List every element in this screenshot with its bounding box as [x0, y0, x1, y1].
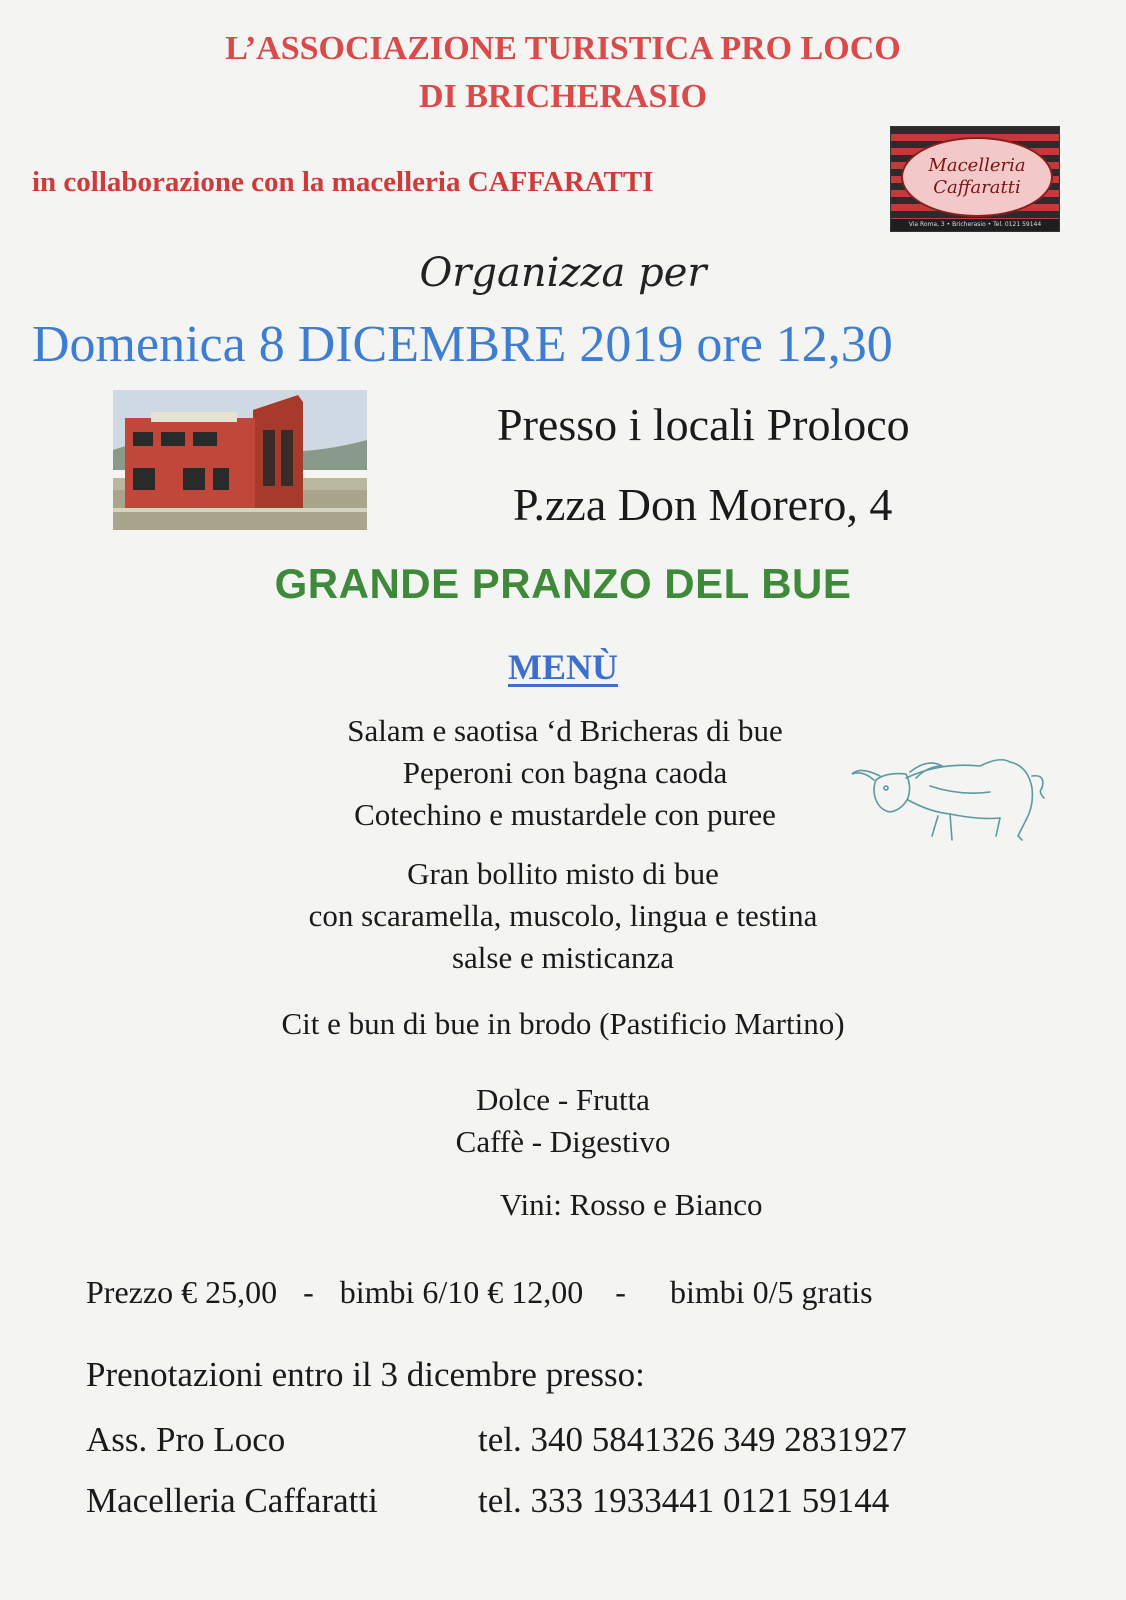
organizer-line-2: DI BRICHERASIO [418, 78, 708, 115]
event-date: Domenica 8 DICEMBRE 2019 ore 12,30 [32, 316, 893, 373]
wine-line: Vini: Rosso e Bianco [500, 1187, 763, 1222]
menu-item-broth: Cit e bun di bue in brodo (Pastificio Martino) [281, 1006, 845, 1041]
contact-phone: tel. 333 1933441 0121 59144 [478, 1481, 890, 1520]
menu-item: Caffè - Digestivo [455, 1124, 671, 1159]
contact-name: Ass. Pro Loco [86, 1420, 286, 1459]
price-kids: bimbi 6/10 € 12,00 [339, 1274, 584, 1310]
bull-icon [850, 736, 1050, 856]
menu-group-2 [163, 853, 963, 979]
collaboration-line: in collaborazione con la macelleria CAFFARATTI [32, 166, 654, 198]
booking-intro: Prenotazioni entro il 3 dicembre presso: [86, 1355, 645, 1394]
menu-item: salse e misticanza [451, 940, 675, 975]
menu-item: Dolce - Frutta [476, 1082, 650, 1117]
menu-item: Cotechino e mustardele con puree [354, 797, 776, 832]
logo-address: Via Roma, 3 • Bricherasio • Tel. 0121 59144 [891, 219, 1059, 231]
logo-name-2: Caffaratti [933, 177, 1021, 198]
intro-text: Organizza per [419, 250, 707, 296]
venue-line-1: Presso i locali Proloco [497, 399, 910, 450]
contact-name: Macelleria Caffaratti [86, 1481, 378, 1520]
menu-group-4 [263, 1079, 863, 1163]
contact-phone: tel. 340 5841326 349 2831927 [478, 1420, 907, 1459]
macelleria-logo [890, 126, 1060, 232]
menu-item: Peperoni con bagna caoda [402, 755, 728, 790]
building-icon [113, 390, 367, 530]
price-separator: - [615, 1274, 626, 1310]
organizer-line-1: L’ASSOCIAZIONE TURISTICA PRO LOCO [225, 30, 901, 67]
menu-title: MENÙ [508, 647, 618, 687]
price-separator: - [303, 1274, 314, 1310]
logo-name-1: Macelleria [928, 155, 1026, 176]
event-title: GRANDE PRANZO DEL BUE [274, 560, 852, 607]
menu-item: con scaramella, muscolo, lingua e testina [308, 898, 818, 933]
logo-oval [901, 137, 1053, 217]
menu-group-1 [265, 710, 865, 836]
price-toddlers: bimbi 0/5 gratis [669, 1274, 873, 1310]
venue-line-2: P.zza Don Morero, 4 [513, 479, 893, 530]
menu-item: Salam e saotisa ‘d Bricheras di bue [347, 713, 783, 748]
price-line [86, 1274, 873, 1311]
price-adult: Prezzo € 25,00 [86, 1274, 278, 1310]
building-photo [113, 390, 367, 530]
menu-item: Gran bollito misto di bue [407, 856, 719, 891]
